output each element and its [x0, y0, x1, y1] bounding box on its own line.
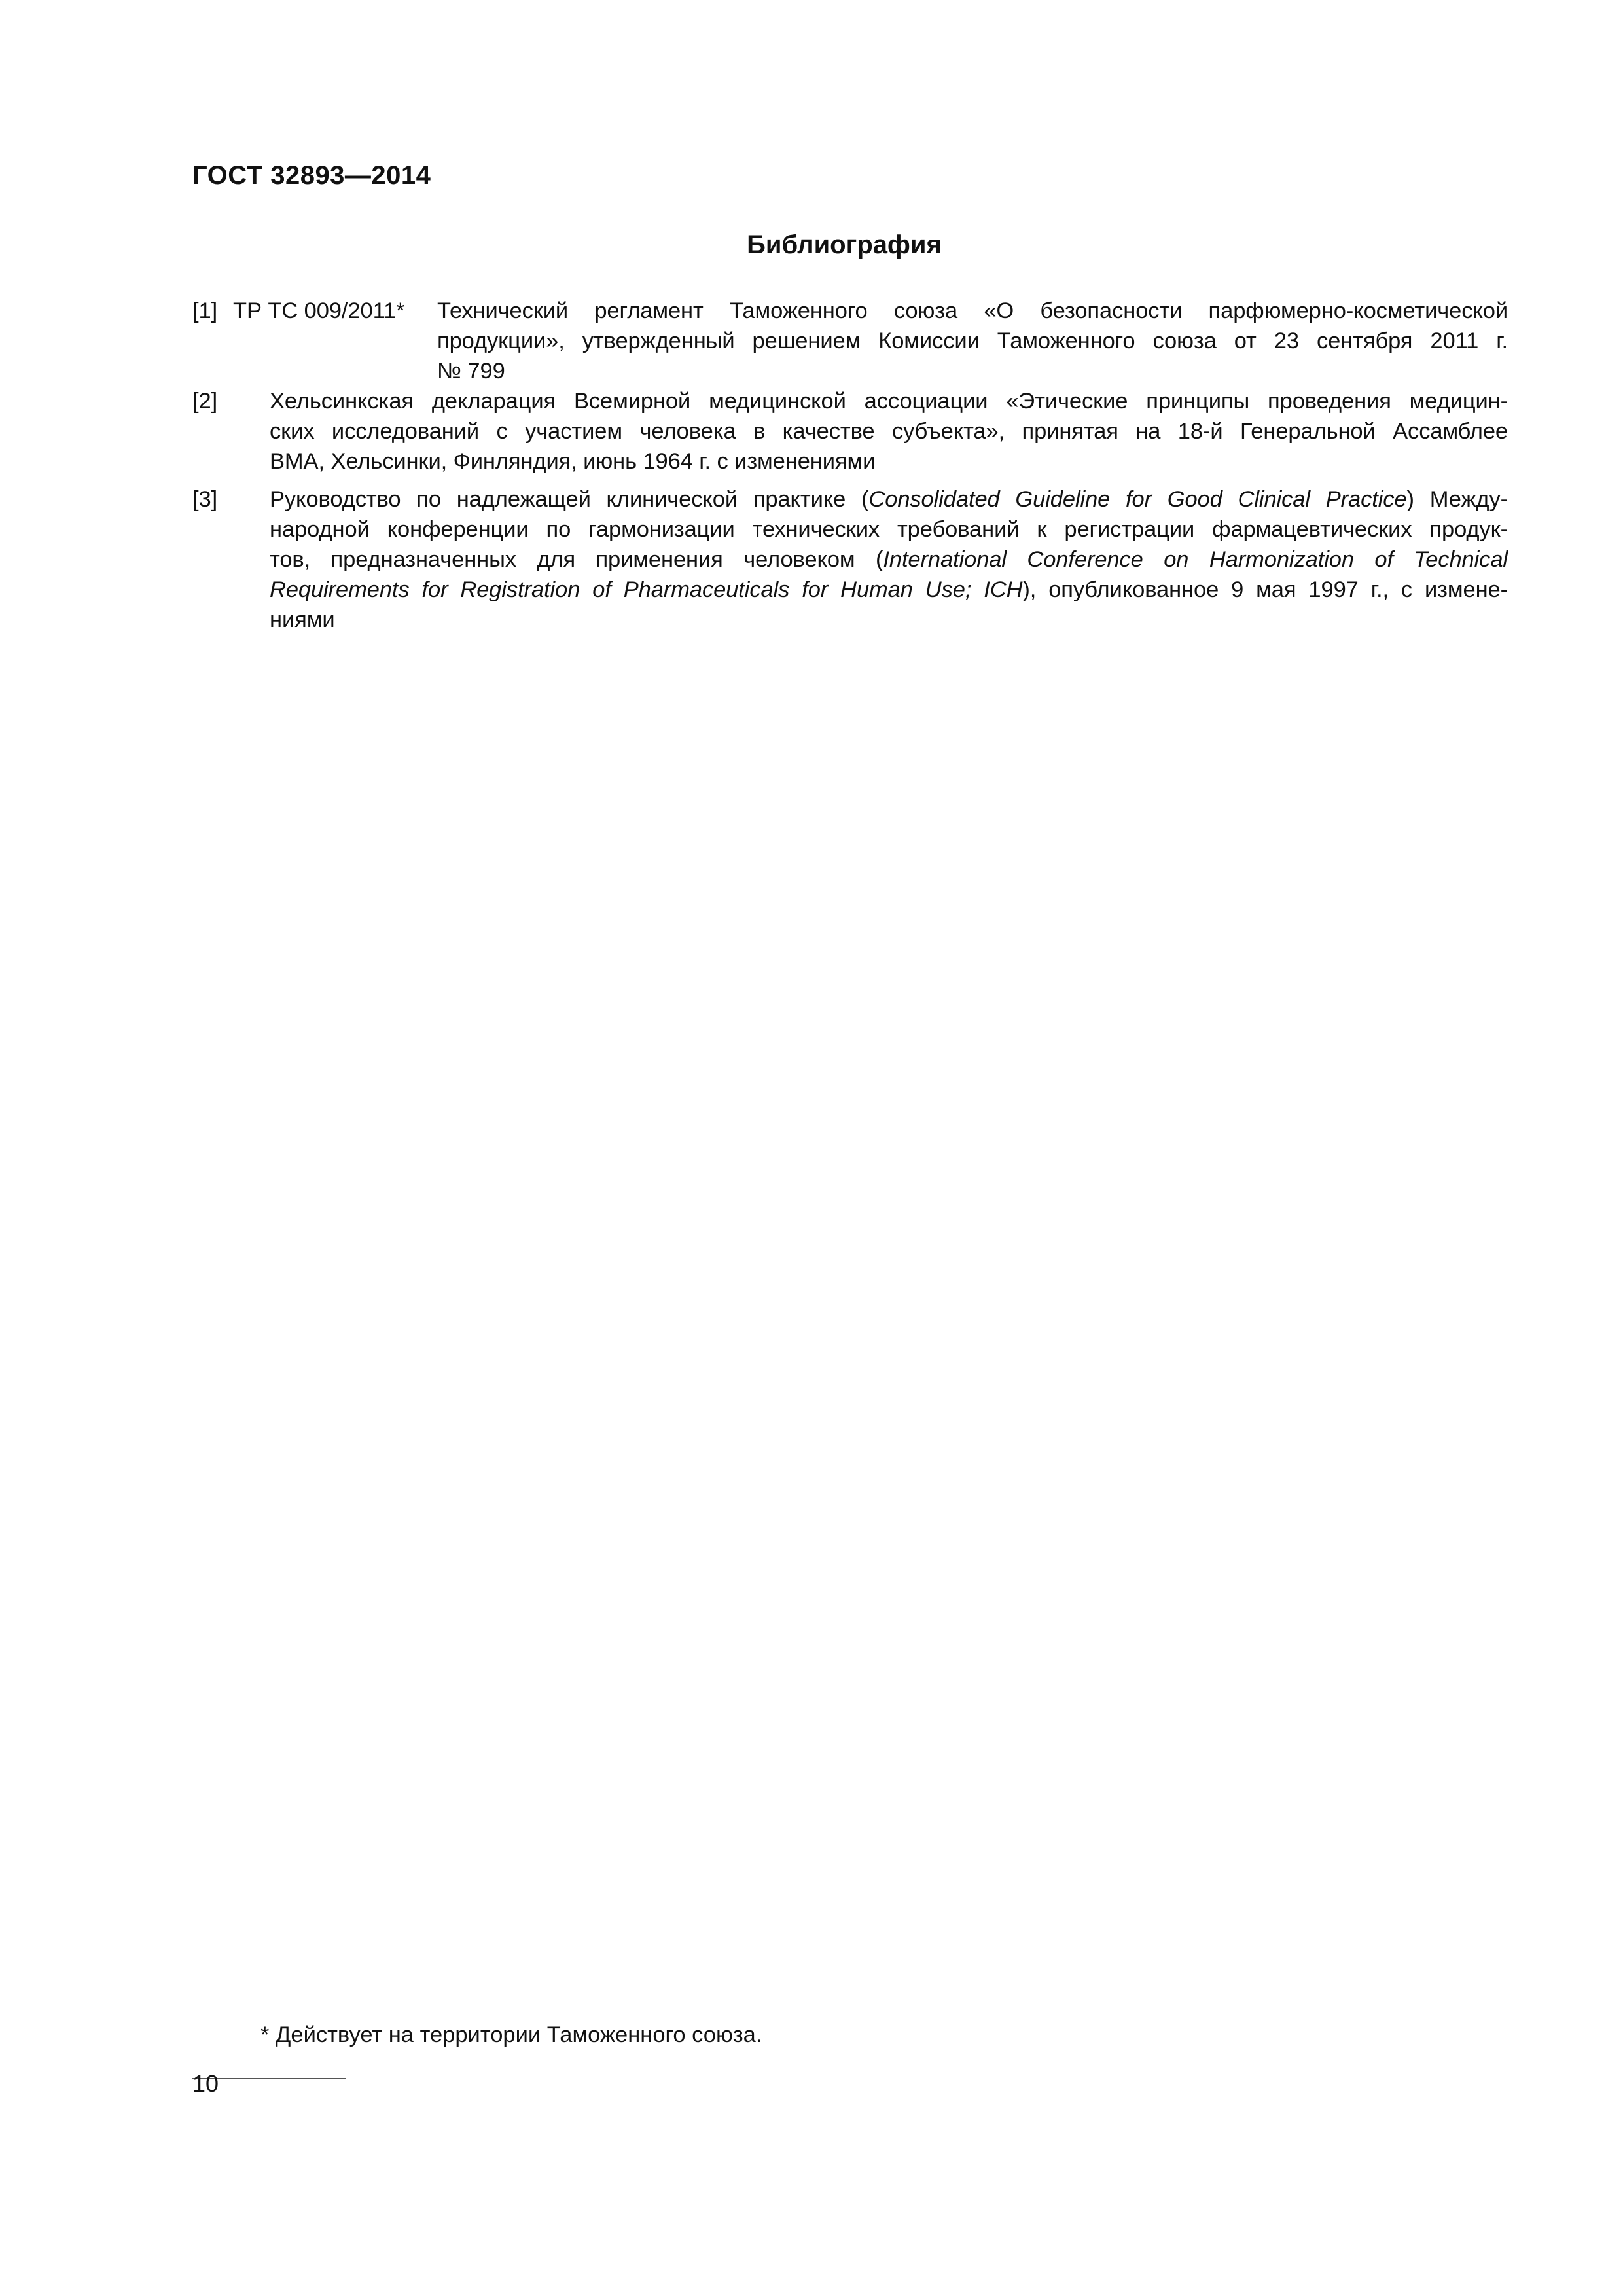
entry-text — [270, 484, 1508, 635]
document-code: ГОСТ 32893—2014 — [192, 161, 431, 190]
entry-text-fragment: ) Между- — [1406, 487, 1508, 512]
entry-line: Технический регламент Таможенного союза «О безопасности парфюмерно-косметической — [437, 298, 1508, 323]
entry-code: ТР ТС 009/2011* — [233, 298, 405, 323]
entry-text-fragment: ), опубликованное 9 мая 1997 г., с измене- — [1022, 577, 1508, 602]
bibliography-title: Библиография — [747, 230, 942, 259]
entry-line: ВМА, Хельсинки, Финляндия, июнь 1964 г. с изменениями — [270, 449, 876, 474]
bibliography-entry-3 — [192, 484, 1508, 635]
entry-line — [270, 575, 1508, 605]
entry-line: Хельсинкская декларация Всемирной медицинской ассоциации «Этические принципы проведения медицин- — [270, 389, 1508, 414]
entry-line: продукции», утвержденный решением Комиссии Таможенного союза от 23 сентября 2011 г. — [437, 329, 1508, 353]
page-number: 10 — [192, 2070, 219, 2097]
entry-org-english: Requirements for Registration of Pharmaceuticals for Human Use; ICH — [270, 577, 1023, 602]
entry-text — [437, 296, 1508, 386]
entry-line — [270, 484, 1508, 514]
footnote: * Действует на территории Таможенного союза. — [260, 2022, 762, 2047]
entry-text — [270, 386, 1508, 476]
entry-line: № 799 — [437, 359, 505, 384]
entry-number: [2] — [192, 389, 218, 414]
entry-org-english: International Conference on Harmonization of Technical — [883, 547, 1508, 572]
entry-number: [3] — [192, 487, 218, 512]
entry-text-fragment: Руководство по надлежащей клинической практике ( — [270, 487, 869, 512]
entry-text-fragment: тов, предназначенных для применения человеком ( — [270, 547, 883, 572]
entry-line: ских исследований с участием человека в качестве субъекта», принятая на 18-й Генеральной Ассамблее — [270, 419, 1508, 444]
entry-line: ниями — [270, 607, 335, 632]
entry-line — [270, 545, 1508, 575]
entry-title-english: Consolidated Guideline for Good Clinical Practice — [868, 487, 1407, 512]
bibliography-entry-2 — [192, 386, 1508, 478]
entry-number: [1] — [192, 298, 218, 323]
entry-line: народной конференции по гармонизации технических требований к регистрации фармацевтических продук- — [270, 517, 1508, 542]
bibliography-entry-1 — [192, 296, 1508, 387]
